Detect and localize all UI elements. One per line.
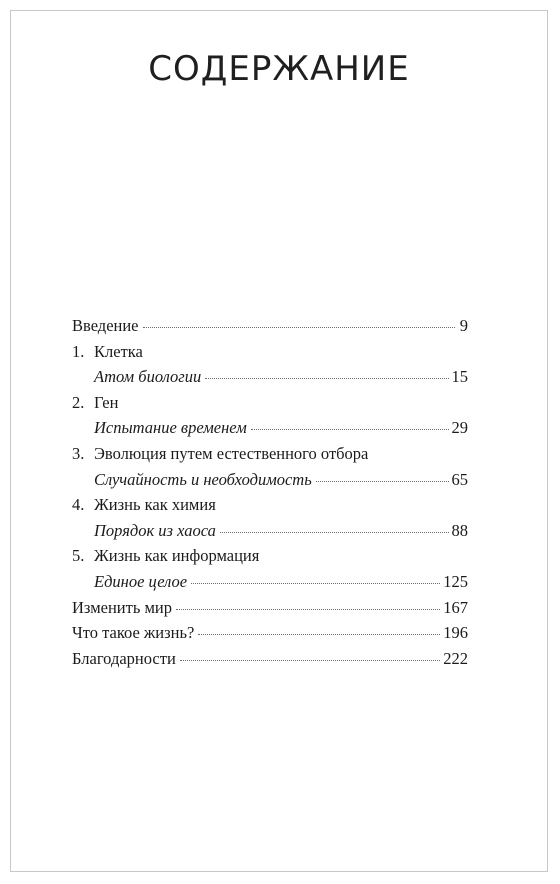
- dot-leader: [180, 660, 440, 661]
- toc-entry-title: Изменить мир: [72, 597, 173, 617]
- toc-subtitle-4: [72, 518, 468, 544]
- toc-subtitle-1: [72, 364, 468, 390]
- book-page: [10, 10, 548, 872]
- page-title: СОДЕРЖАНИЕ: [148, 49, 410, 89]
- chapter-subtitle: Испытание временем: [94, 418, 247, 438]
- toc-subtitle-2: [72, 415, 468, 441]
- dot-leader: [251, 429, 449, 430]
- chapter-subtitle: Порядок из хаоса: [94, 520, 216, 540]
- toc-subtitle-3: [72, 467, 468, 493]
- toc-entry-title: Благодарности: [72, 648, 176, 668]
- chapter-subtitle: Единое целое: [94, 571, 188, 591]
- dot-leader: [316, 481, 449, 482]
- toc-subtitle-5: [72, 569, 468, 595]
- toc-page-number: 167: [443, 597, 468, 617]
- chapter-title: Ген: [94, 392, 119, 412]
- toc-page-number: 29: [451, 418, 468, 438]
- chapter-subtitle: Случайность и необходимость: [94, 469, 312, 489]
- toc-page-number: 196: [443, 623, 468, 643]
- toc-entry-acknowledgements: [72, 646, 468, 672]
- toc-chapter-5: [72, 543, 468, 569]
- dot-leader: [176, 609, 440, 610]
- toc-entry-change-world: [72, 595, 468, 621]
- dot-leader: [191, 583, 440, 584]
- chapter-number: 5.: [72, 546, 85, 566]
- chapter-subtitle: Атом биологии: [94, 367, 202, 387]
- toc-page-number: 222: [443, 648, 468, 668]
- chapter-title: Жизнь как информация: [94, 546, 260, 566]
- toc-page-number: 15: [451, 367, 468, 387]
- toc-chapter-3: [72, 441, 468, 467]
- toc-entry-title: Введение: [72, 316, 139, 335]
- toc-page-number: 65: [451, 469, 468, 489]
- chapter-title: Клетка: [94, 341, 143, 361]
- toc-page-number: 9: [459, 316, 468, 335]
- dot-leader: [143, 327, 455, 328]
- toc-chapter-1: [72, 339, 468, 365]
- toc-entry-what-is-life: [72, 620, 468, 646]
- toc-page-number: 88: [451, 520, 468, 540]
- dot-leader: [220, 532, 449, 533]
- chapter-title: Жизнь как химия: [94, 495, 216, 515]
- toc-chapter-4: [72, 492, 468, 518]
- chapter-number: 1.: [72, 341, 85, 361]
- toc-page-number: 125: [443, 571, 468, 591]
- toc-entry-title: Что такое жизнь?: [72, 623, 195, 643]
- chapter-number: 2.: [72, 392, 85, 412]
- dot-leader: [205, 378, 448, 379]
- table-of-contents: [72, 313, 468, 671]
- dot-leader: [198, 634, 440, 635]
- toc-entry-introduction: [72, 313, 468, 339]
- toc-chapter-2: [72, 390, 468, 416]
- chapter-title: Эволюция путем естественного отбора: [94, 443, 369, 463]
- chapter-number: 4.: [72, 495, 85, 515]
- chapter-number: 3.: [72, 443, 85, 463]
